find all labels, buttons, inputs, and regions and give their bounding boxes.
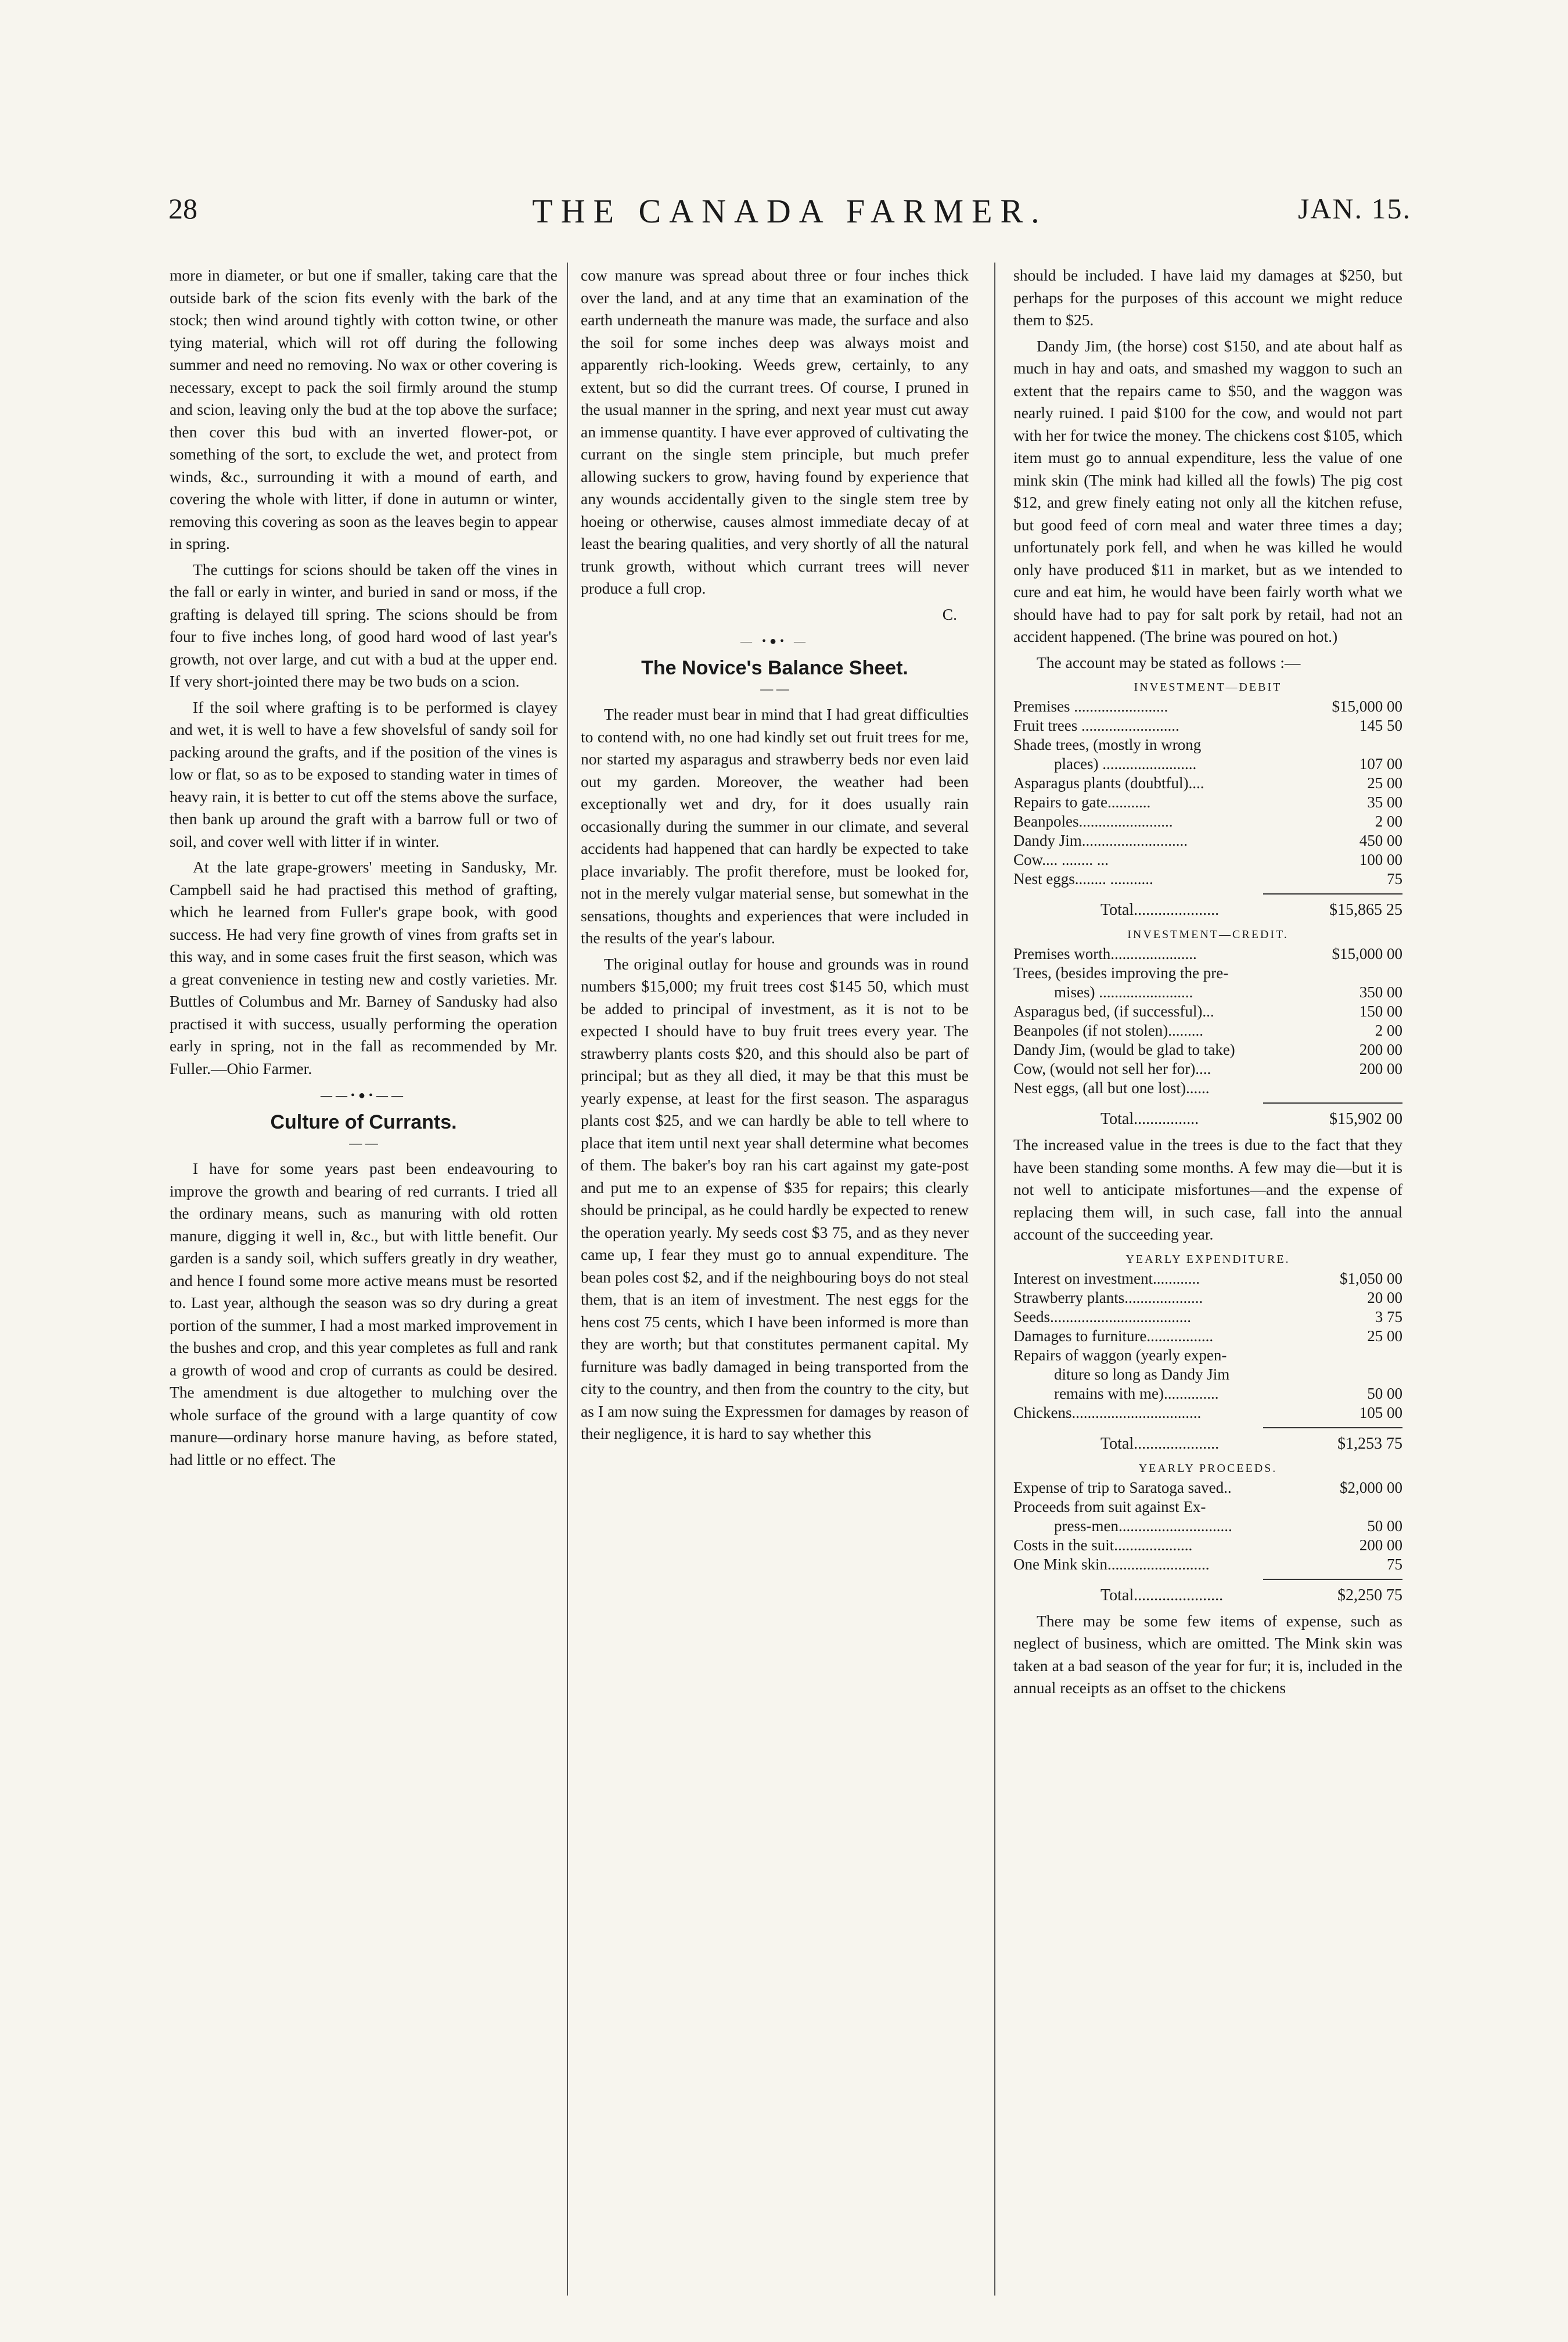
- ledger-row: [1013, 735, 1402, 755]
- article-paragraph: I have for some years past been endeavouring to improve the growth and bearing of red currants. I tried all the ordinary means, such as manuring with old rotten manure, digging it well in, &c., but with little benefit. Our garden is a sandy soil, which suffers greatly in dry weather, and hence I found some more active means must be resorted to. Last year, although the season was so dry during a great portion of the summer, I had a most marked improvement in the bushes and crop, and this year completes as full and rank a growth of wood and crop of currants as could be desired. The amendment is due altogether to mulching over the whole surface of the ground with a large quantity of cow manure—ordinary horse manure having, as before stated, had little or no effect. The: [170, 1159, 558, 1468]
- ledger-row: [1013, 755, 1402, 774]
- ledger-yearly-expenditure: [1013, 1251, 1402, 1455]
- ledger-row: [1013, 1384, 1402, 1403]
- ledger-row-amount: [1321, 1346, 1402, 1365]
- ledger-row: [1013, 944, 1402, 964]
- ledger-title: INVESTMENT—DEBIT: [1134, 681, 1282, 694]
- article-paragraph: The original outlay for house and grounds was in round numbers $15,000; my fruit trees cost $145 50, which must be added to principal of investment, as it is not to be expected I should have to buy fruit trees every year. The strawberry plants costs $20, and this should also be part of principal; but as they all died, it may be that this must be yearly expense, at least for the first season. The asparagus plants cost $25, and we can hardly be able to tell where to place that item until next year shall determine what becomes of them. The baker's boy ran his cart against my gate-post and put me to an expense of $35 for repairs; this clearly should be principal, as he could hardly be expected to renew the operation yearly. My seeds cost $3 75, and as they never came up, I fear they must go to annual expenditure. The bean poles cost $2, and if the neighbouring boys do not steal them, that is an item of investment. The nest eggs for the hens cost 75 cents, which I have been informed is more than they are worth; but that constitutes permanent capital. My furniture was badly damaged in being transported from the city to the country, and then from the country to the city, but as I am now suing the Expressmen for damages by reason of their negligence, it is hard to say whether this: [581, 954, 969, 1442]
- ledger-separator: [1263, 1579, 1402, 1580]
- ledger-title: INVESTMENT—CREDIT.: [1127, 928, 1289, 941]
- ledger-total: [1013, 1585, 1402, 1607]
- ledger-row-amount: 145 50: [1359, 717, 1402, 734]
- ledger-row: [1013, 964, 1402, 983]
- article-paragraph: Dandy Jim, (the horse) cost $150, and ate about half as much in hay and oats, and smashed my waggon to such an extent that the repairs came to $50, and the waggon was nearly ruined. I paid $100 for the cow, and would not part with her for twice the money. The chickens cost $105, which item must go to annual expenditure, less the value of one mink skin (The mink had killed all the fowls) The pig cost $12, and grew finely eating not only all the kitchen refuse, but good feed of corn meal and water three times a day; unfortunately pork fell, and when he was killed he would only have produced $11 in market, but as we intended to cure and eat him, he would have been fairly worth what we should have had to pay for salt pork by retail, had not an accident happened. (The brine was poured on hot.): [1013, 336, 1402, 645]
- article-title-currants: Culture of Currants.: [270, 1111, 457, 1133]
- ledger-row-label: Asparagus bed, (if successful)...: [1013, 1003, 1214, 1020]
- ledger-row-label: Strawberry plants....................: [1013, 1288, 1203, 1306]
- ledger-row-label: One Mink skin..........................: [1013, 1555, 1210, 1573]
- ledger-row: [1013, 1059, 1402, 1079]
- ledger-total-label: Total......................: [1101, 1586, 1224, 1604]
- ledger-row-label: Repairs of waggon (yearly expen-: [1013, 1346, 1227, 1364]
- ledger-separator: [1263, 1102, 1402, 1104]
- page-header: [168, 192, 1411, 250]
- ledger-row: [1013, 716, 1402, 735]
- ledger-row: [1013, 850, 1402, 870]
- ledger-row-amount: 200 00: [1359, 1060, 1402, 1077]
- ledger-row-label: Chickens.................................: [1013, 1403, 1202, 1421]
- ledger-row-label: Asparagus plants (doubtful)....: [1013, 774, 1204, 792]
- ledger-row: [1013, 812, 1402, 831]
- ledger-row-amount: 450 00: [1359, 832, 1402, 849]
- ledger-row: [1013, 793, 1402, 812]
- ledger-row-label: places) ........................: [1054, 755, 1197, 773]
- section-ornament: — •●• —: [740, 635, 810, 648]
- ledger-row-amount: 20 00: [1367, 1288, 1402, 1306]
- ledger-row-label: Premises ........................: [1013, 698, 1168, 715]
- article-paragraph: The account may be stated as follows :—: [1037, 653, 1301, 671]
- article-paragraph: The increased value in the trees is due to the fact that they have been standing some months. A few may die—but it is not well to anticipate misfortunes—and the expense of replacing them will, in such case, fall into the annual account of the succeeding year.: [1013, 1136, 1402, 1243]
- masthead: THE CANADA FARMER.: [532, 192, 1048, 230]
- ledger-row-label: Dandy Jim, (would be glad to take): [1013, 1041, 1235, 1058]
- column-1: [170, 264, 558, 1474]
- ledger-yearly-proceeds: [1013, 1460, 1402, 1607]
- ledger-row: [1013, 1327, 1402, 1346]
- article-signature: C.: [942, 605, 957, 623]
- ledger-total-amount: $1,253 75: [1337, 1434, 1402, 1453]
- ledger-row: [1013, 697, 1402, 716]
- ledger-row: [1013, 1478, 1402, 1497]
- ledger-row: [1013, 1021, 1402, 1040]
- ledger-row: [1013, 1002, 1402, 1021]
- article-paragraph: At the late grape-growers' meeting in Sandusky, Mr. Campbell said he had practised this method of grafting, which he learned from Fuller's grape book, with good success. He had very fine growth of vines from grafts set in this way, and in some cases fruit the first season, which was a great convenience in testing new and costly varieties. Mr. Buttles of Columbus and Mr. Barney of Sandusky had also practised it with success, usually performing the operation early in spring, not in the fall as recommended by Mr. Fuller.—Ohio Farmer.: [170, 858, 558, 1077]
- ledger-row-amount: 150 00: [1359, 1003, 1402, 1020]
- ledger-row: [1013, 1079, 1402, 1098]
- ledger-row: [1013, 1040, 1402, 1059]
- ledger-row: [1013, 1308, 1402, 1327]
- article-paragraph: cow manure was spread about three or four inches thick over the land, and at any time that an examination of the earth underneath the manure was made, the surface and also the soil for some inches deep was always moist and apparently rich-looking. Weeds grew, certainly, to any extent, but so did the currant trees. Of course, I pruned in the usual manner in the spring, and next year must cut away an immense quantity. I have ever approved of cultivating the currant on the single stem principle, but much prefer allowing suckers to grow, having found by experience that any wounds accidentally given to the single stem tree by hoeing or otherwise, causes almost immediate decay of at least the bearing qualities, and very shortly of all the natural trunk growth, without which currant trees will never produce a full crop.: [581, 266, 969, 597]
- ledger-row-label: Nest eggs, (all but one lost)......: [1013, 1079, 1210, 1097]
- ledger-investment-credit: [1013, 926, 1402, 1130]
- ledger-total-amount: $15,902 00: [1329, 1110, 1402, 1128]
- ledger-row-amount: 2 00: [1375, 813, 1402, 830]
- ledger-row-label: diture so long as Dandy Jim: [1054, 1365, 1230, 1383]
- article-paragraph: more in diameter, or but one if smaller, taking care that the outside bark of the scion fits evenly with the bark of the stock; then wind around tightly with cotton twine, or other tying material, which will rot off during the following summer and need no removing. No wax or other covering is necessary, except to pack the soil firmly around the stump and scion, leaving only the bud at the top above the surface; then cover this bud with an inverted flower-pot, or something of the sort, to exclude the wet, and protect from winds, &c., surrounding it with a mound of earth, and covering the whole with litter, if done in autumn or winter, removing this covering as soon as the leaves begin to appear in spring.: [170, 266, 558, 552]
- ledger-row: [1013, 983, 1402, 1002]
- ledger-row-label: Costs in the suit....................: [1013, 1536, 1193, 1554]
- ledger-row-label: Shade trees, (mostly in wrong: [1013, 736, 1202, 753]
- article-paragraph: The reader must bear in mind that I had great difficulties to contend with, no one had kindly set out fruit trees for me, nor started my asparagus and strawberry beds nor even laid out my garden. Moreover, the weather had been exceptionally wet and dry, for it does usually rain occasionally during the summer in our climate, and several accidents had happened that can hardly be expected to take place invariably. The profit therefore, must be looked for, not in the merely vulgar material sense, but somewhat in the sensations, thoughts and experiences that were included in the results of the year's labour.: [581, 705, 969, 947]
- title-dash: — —: [349, 1136, 378, 1150]
- ledger-row-amount: $15,000 00: [1332, 945, 1402, 962]
- ledger-title: YEARLY EXPENDITURE.: [1125, 1252, 1290, 1266]
- ledger-row: [1013, 831, 1402, 850]
- ledger-row-amount: 200 00: [1359, 1536, 1402, 1554]
- ledger-row-label: Beanpoles (if not stolen).........: [1013, 1022, 1203, 1039]
- ledger-row: [1013, 1403, 1402, 1423]
- ledger-row-amount: [1321, 1079, 1402, 1098]
- ledger-row-label: Expense of trip to Saratoga saved..: [1013, 1478, 1232, 1496]
- ledger-row-label: Cow, (would not sell her for)....: [1013, 1060, 1211, 1077]
- ledger-row-label: mises) ........................: [1054, 983, 1193, 1001]
- ledger-row-amount: 50 00: [1367, 1517, 1402, 1535]
- ledger-row-label: Seeds....................................: [1013, 1308, 1191, 1326]
- ledger-total-label: Total.....................: [1101, 1434, 1220, 1453]
- ledger-row: [1013, 774, 1402, 793]
- ledger-row: [1013, 1288, 1402, 1308]
- ledger-total-label: Total.....................: [1101, 901, 1220, 919]
- ledger-row-amount: [1321, 964, 1402, 983]
- ledger-row: [1013, 1536, 1402, 1555]
- article-paragraph: should be included. I have laid my damages at $250, but perhaps for the purposes of this account we might reduce them to $25.: [1013, 266, 1402, 329]
- ledger-row-amount: 350 00: [1359, 983, 1402, 1001]
- ledger-row-amount: [1321, 1497, 1402, 1517]
- ledger-row: [1013, 1269, 1402, 1288]
- title-dash: — —: [760, 681, 789, 696]
- ledger-row-amount: [1321, 735, 1402, 755]
- ledger-row-label: Fruit trees .........................: [1013, 717, 1179, 734]
- ledger-row-label: Cow.... ........ ...: [1013, 851, 1109, 868]
- ledger-row-amount: 25 00: [1367, 1327, 1402, 1345]
- ledger-row-label: Dandy Jim...........................: [1013, 832, 1188, 849]
- ledger-total: [1013, 1108, 1402, 1130]
- ledger-row: [1013, 1497, 1402, 1517]
- column-rule-2: [994, 263, 995, 2296]
- ledger-separator: [1263, 893, 1402, 895]
- ledger-row: [1013, 1365, 1402, 1384]
- ledger-row-label: Interest on investment............: [1013, 1269, 1200, 1287]
- ledger-row-amount: $1,050 00: [1340, 1269, 1402, 1287]
- ledger-total-label: Total................: [1101, 1110, 1199, 1128]
- ledger-row: [1013, 1346, 1402, 1365]
- ledger-row-label: Premises worth......................: [1013, 945, 1197, 962]
- ledger-row-amount: 3 75: [1375, 1308, 1402, 1326]
- section-ornament: ——•●•——: [320, 1089, 407, 1102]
- page-number: 28: [168, 192, 197, 225]
- ledger-row-label: Repairs to gate...........: [1013, 793, 1151, 811]
- ledger-row-amount: 2 00: [1375, 1022, 1402, 1039]
- ledger-row-label: remains with me)..............: [1054, 1384, 1219, 1402]
- ledger-row: [1013, 1517, 1402, 1536]
- ledger-row-amount: $2,000 00: [1340, 1478, 1402, 1496]
- ledger-row-amount: 107 00: [1359, 755, 1402, 773]
- ledger-total-amount: $2,250 75: [1337, 1586, 1402, 1604]
- ledger-title: YEARLY PROCEEDS.: [1138, 1461, 1278, 1475]
- ledger-row: [1013, 870, 1402, 889]
- ledger-row-amount: 35 00: [1367, 793, 1402, 811]
- ledger-row-label: Proceeds from suit against Ex-: [1013, 1497, 1206, 1515]
- ledger-row-amount: $15,000 00: [1332, 698, 1402, 715]
- article-paragraph: If the soil where grafting is to be performed is clayey and wet, it is well to have a few shovelsful of sandy soil for packing around the grafts, and if the position of the vines is low or flat, so as to be exposed to standing water in times of heavy rain, it is better to cut off the stems above the surface, then bank up around the graft with a barrow full or two of soil, and cover well with litter if in winter.: [170, 698, 558, 850]
- ledger-row-amount: 100 00: [1359, 851, 1402, 868]
- column-2: [581, 264, 969, 1449]
- column-rule-1: [567, 263, 568, 2296]
- ledger-row-label: Beanpoles........................: [1013, 813, 1173, 830]
- ledger-row-amount: 200 00: [1359, 1041, 1402, 1058]
- ledger-row-amount: [1321, 1365, 1402, 1384]
- article-title-novice: The Novice's Balance Sheet.: [641, 657, 908, 679]
- ledger-row-amount: 75: [1387, 870, 1402, 888]
- issue-date: JAN. 15.: [1297, 192, 1411, 225]
- ledger-separator: [1263, 1427, 1402, 1428]
- ledger-investment-debit: [1013, 678, 1402, 921]
- ledger-total-amount: $15,865 25: [1329, 901, 1402, 919]
- article-paragraph: There may be some few items of expense, such as neglect of business, which are omitted. The Mink skin was taken at a bad season of the year for fur; it is, included in the annual receipts as an offset to the chickens: [1013, 1611, 1402, 1697]
- ledger-row-label: Trees, (besides improving the pre-: [1013, 964, 1229, 982]
- article-paragraph: The cuttings for scions should be taken off the vines in the fall or early in winter, and buried in sand or moss, if the grafting is delayed till spring. The scions should be from four to five inches long, of good hard wood of last year's growth, not over large, and cut with a bud at the upper end. If very short-jointed there may be two buds on a scion.: [170, 560, 558, 690]
- ledger-total: [1013, 899, 1402, 921]
- ledger-total: [1013, 1433, 1402, 1455]
- ledger-row-amount: 50 00: [1367, 1384, 1402, 1402]
- ledger-row: [1013, 1555, 1402, 1574]
- ledger-row-amount: 25 00: [1367, 774, 1402, 792]
- ledger-row-label: press-men.............................: [1054, 1517, 1232, 1535]
- ledger-row-amount: 105 00: [1359, 1403, 1402, 1421]
- ledger-row-amount: 75: [1387, 1555, 1402, 1573]
- column-3: [1013, 264, 1402, 1703]
- ledger-row-label: Damages to furniture.................: [1013, 1327, 1214, 1345]
- ledger-row-label: Nest eggs........ ...........: [1013, 870, 1153, 888]
